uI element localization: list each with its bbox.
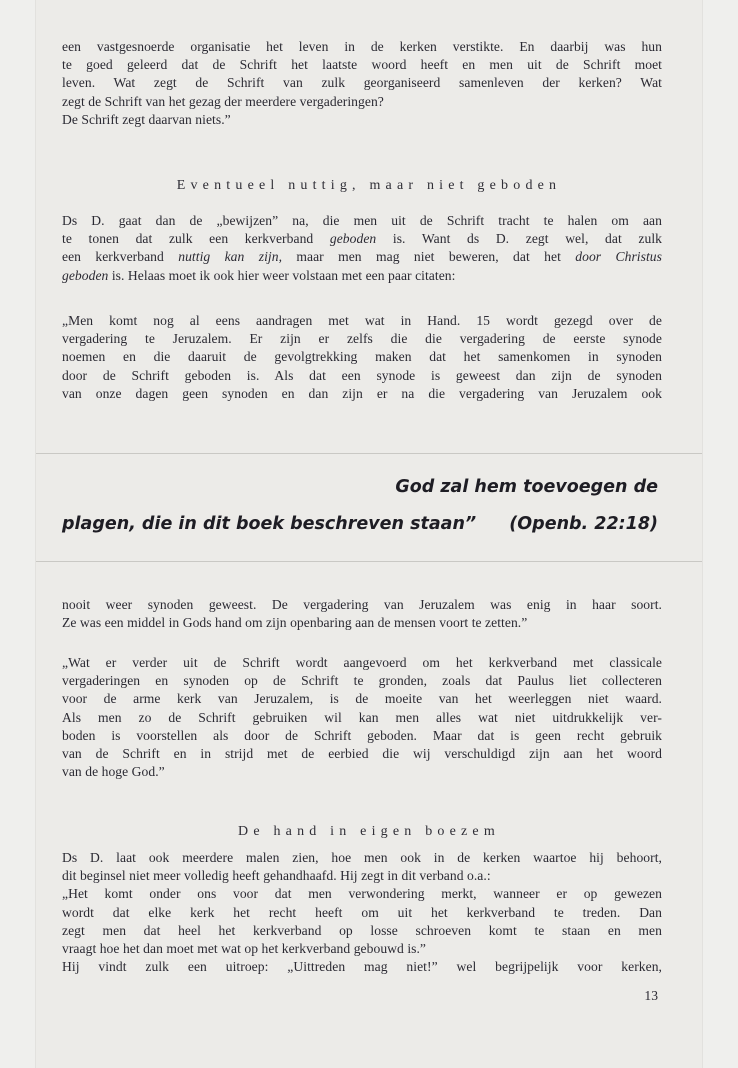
text-span: is. Helaas moet ik ook hier weer volstaan met een paar citaten: <box>108 267 456 283</box>
paragraph-5 <box>62 654 662 781</box>
text-line: te goed geleerd dat de Schrift het laatste woord heeft en men uit de Schrift moet <box>62 57 662 73</box>
text-line: van onze dagen geen synoden en dan zijn er na die vergadering van Jeruzalem ook <box>62 385 662 401</box>
text-line: dit beginsel niet meer volledig heeft gehandhaafd. Hij zegt in dit verband o.a.: <box>62 868 491 884</box>
emphasis: geboden <box>62 267 109 283</box>
text-span: een kerkverband <box>62 249 179 265</box>
text-line: Ds D. laat ook meerdere malen zien, hoe men ook in de kerken waartoe hij behoort, <box>62 850 662 865</box>
text-line <box>62 248 662 266</box>
paragraph-2 <box>62 212 662 285</box>
text-line: „Men komt nog al eens aandragen met wat in Hand. 15 wordt gezegd over de <box>62 313 662 328</box>
text-span: is. Want ds D. zegt wel, dat zulk <box>376 231 662 247</box>
pull-quote-line-1: God zal hem toevoegen de <box>395 477 658 497</box>
text-line: boden is voorstellen als door de Schrift geboden. Maar dat is geen recht gebruik <box>62 727 662 743</box>
text-line: nooit weer synoden geweest. De vergadering van Jeruzalem was enig in haar soort. <box>62 597 662 612</box>
text-line: Ze was een middel in Gods hand om zijn openbaring aan de mensen voort te zetten.” <box>62 615 528 631</box>
paragraph-6 <box>62 849 662 976</box>
text-line: vergaderingen en synoden op de Schrift te gronden, zoals dat Paulus liet collecteren <box>62 673 662 689</box>
text-line: De Schrift zegt daarvan niets.” <box>62 111 231 127</box>
text-line: „Het komt onder ons voor dat men verwondering merkt, wanneer er op gewezen <box>62 886 662 902</box>
divider-top <box>36 453 702 454</box>
text-line: Als men zo de Schrift gebruiken wil kan men alles wat niet uitdrukkelijk ver- <box>62 709 662 725</box>
divider-bottom <box>36 561 702 562</box>
text-line: een vastgesnoerde organisatie het leven in de kerken verstikte. En daarbij was hun <box>62 39 662 54</box>
section-heading: De hand in eigen boezem <box>238 824 500 839</box>
text-line: voor de arme kerk van Jeruzalem, is de moeite van het weerleggen niet waard. <box>62 691 662 707</box>
text-line: leven. Wat zegt de Schrift van zulk georganiseerd samenleven der kerken? Wat <box>62 75 662 91</box>
text-span: te tonen dat zulk een kerkverband <box>62 231 330 247</box>
text-line: vergadering te Jeruzalem. Er zijn er zelfs die die vergadering de eerste synode <box>62 331 662 347</box>
section-heading: Eventueel nuttig, maar niet geboden <box>176 178 562 193</box>
text-line: Ds D. gaat dan de „bewijzen” na, die men uit de Schrift tracht te halen om aan <box>62 213 662 228</box>
emphasis: nuttig kan zijn, <box>178 249 283 265</box>
text-line: wordt dat elke kerk het recht heeft om uit het kerkverband te treden. Dan <box>62 904 662 920</box>
text-line <box>62 267 662 285</box>
emphasis: door Christus <box>575 249 662 265</box>
text-line: zegt de Schrift van het gezag der meerdere vergaderingen? <box>62 93 384 109</box>
text-line: door de Schrift geboden is. Als dat een synode is geweest dan zijn de synoden <box>62 367 662 383</box>
paragraph-1 <box>62 38 662 129</box>
emphasis: geboden <box>329 231 377 247</box>
pull-quote-line-2 <box>62 514 658 534</box>
paragraph-4 <box>62 596 662 632</box>
pull-quote-text: plagen, die in dit boek beschreven staan” <box>62 514 477 534</box>
paragraph-3 <box>62 312 662 403</box>
text-line: vraagt hoe het dan moet met wat op het kerkverband gebouwd is.” <box>62 941 427 957</box>
text-line: zegt men dat heel het kerkverband op losse schroeven komt te staan en men <box>62 922 662 938</box>
text-line: noemen en die daaruit de gevolgtrekking maken dat het samenkomen in synoden <box>62 349 662 365</box>
text-line: van de Schrift en in strijd met de eerbied die wij verschuldigd zijn aan het woord <box>62 746 662 762</box>
page-number: 13 <box>644 988 658 1003</box>
text-line: Hij vindt zulk een uitroep: „Uittreden mag niet!” wel begrijpelijk voor kerken, <box>62 959 662 975</box>
text-line: van de hoge God.” <box>62 764 165 780</box>
document-page <box>36 0 702 1068</box>
text-span: maar men mag niet beweren, dat het <box>282 249 576 265</box>
text-line <box>62 230 662 248</box>
text-line: „Wat er verder uit de Schrift wordt aangevoerd om het kerkverband met classicale <box>62 655 662 670</box>
pull-quote-reference: (Openb. 22:18) <box>509 514 658 534</box>
